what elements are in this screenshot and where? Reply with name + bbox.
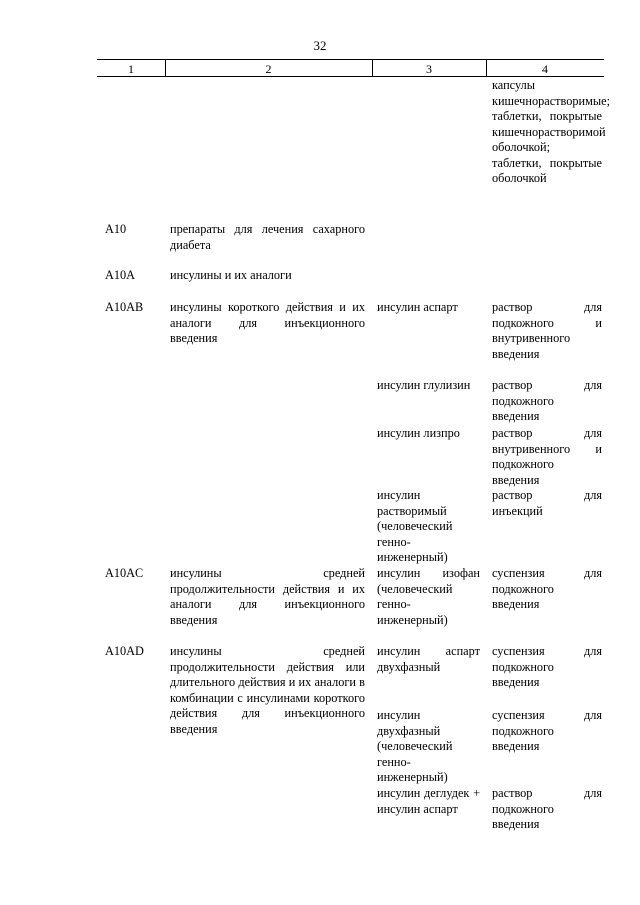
drug-name: инсулин аспарт [377,300,458,314]
drug-name: инсулин деглудек + инсулин аспарт [377,786,480,816]
atc-group-name: инсулины средней продолжительности действия и их аналоги для инъекционного введения [170,566,365,627]
atc-group-name: препараты для лечения сахарного диабета [170,222,365,252]
header-bottom-border [97,76,604,77]
dosage-form: суспензия для подкожного введения [492,708,602,753]
dosage-form: раствор для подкожного введения [492,786,602,831]
continuation-dosage-forms: капсулы кишечнорастворимые; таблетки, покрытые кишечнорастворимой оболочкой; таблетки, покрытые оболочкой [492,78,611,185]
dosage-form: раствор для инъекций [492,488,602,518]
header-col-1: 1 [128,62,134,76]
header-col-2: 2 [265,62,272,76]
drug-name: инсулин двухфазный (человеческий генно-инженерный) [377,708,453,784]
drug-name: инсулин глулизин [377,378,471,392]
atc-code: A10 [105,222,127,236]
dosage-form: раствор для подкожного и внутривенного введения [492,300,602,361]
dosage-form: суспензия для подкожного введения [492,566,602,611]
atc-group-name: инсулины короткого действия и их аналоги для инъекционного введения [170,300,365,345]
atc-code: A10AD [105,644,144,658]
atc-group-name: инсулины и их аналоги [170,268,292,282]
drug-name: инсулин лизпро [377,426,460,440]
drug-name: инсулин аспарт двухфазный [377,644,480,674]
atc-code: A10AC [105,566,144,580]
header-col-4: 4 [542,62,548,76]
page-number: 32 [313,38,327,53]
atc-code: A10A [105,268,136,282]
atc-group-name: инсулины средней продолжительности действия или длительного действия и их аналоги в комбинации с инсулинами короткого действия для инъекционного введения [170,644,365,736]
atc-code: A10AB [105,300,144,314]
dosage-form: раствор для внутривенного и подкожного введения [492,426,602,487]
header-col-3: 3 [426,62,432,76]
drug-name: инсулин изофан (человеческий генно-инженерный) [377,566,480,627]
dosage-form: суспензия для подкожного введения [492,644,602,689]
dosage-form: раствор для подкожного введения [492,378,602,423]
header-top-border [97,59,604,60]
drug-name: инсулин растворимый (человеческий генно-инженерный) [377,488,453,564]
